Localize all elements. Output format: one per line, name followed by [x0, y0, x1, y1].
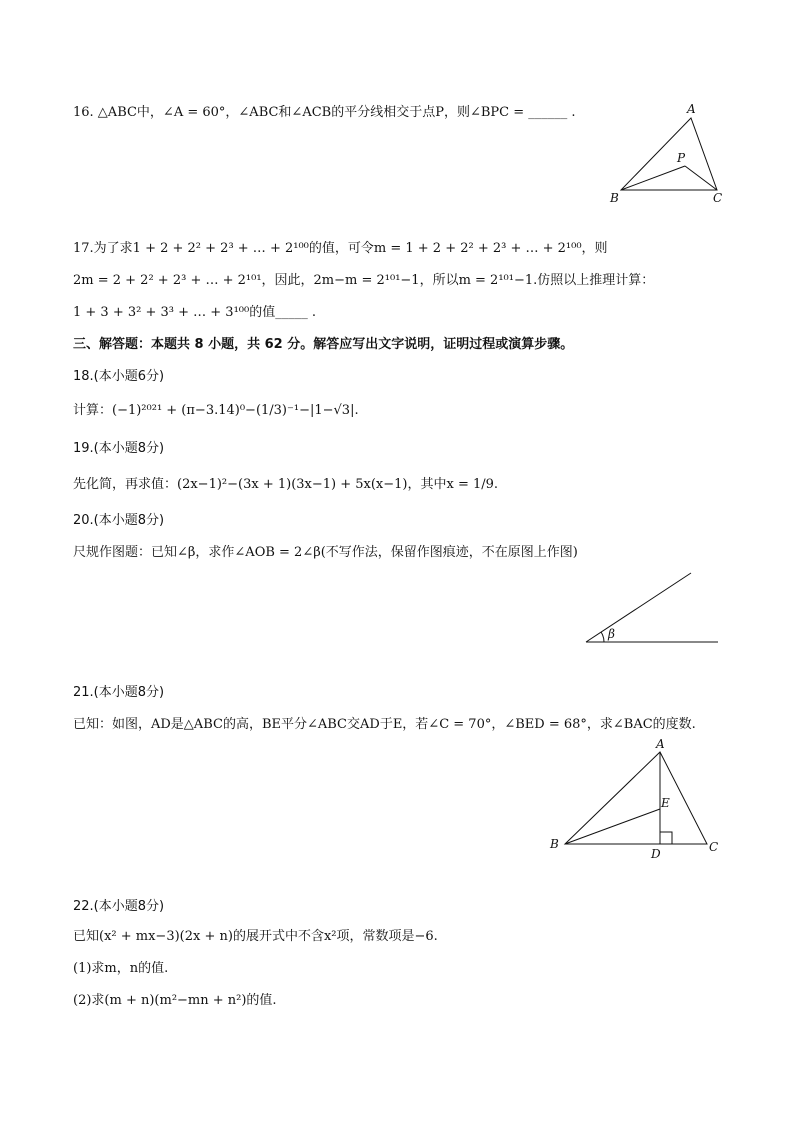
q17-line1: 17.为了求1 + 2 + 2² + 2³ + … + 2¹⁰⁰的值，可令m = 1 + 2 + 2² + 2³ + … + 2¹⁰⁰，则: [73, 241, 608, 256]
q22-part1: (1)求m，n的值.: [73, 961, 169, 976]
q20-header: 20.(本小题8分): [73, 513, 165, 528]
q20-angle-figure: [584, 570, 724, 650]
q18-body: 计算：(−1)²⁰²¹ + (π−3.14)⁰−(1/3)⁻¹−|1−√3|.: [73, 403, 359, 418]
label-a: A: [656, 737, 665, 751]
label-c: C: [709, 840, 719, 854]
label-p: P: [677, 151, 686, 165]
q18-header: 18.(本小题6分): [73, 369, 165, 384]
label-a: A: [687, 102, 696, 116]
q17-line3: 1 + 3 + 3² + 3³ + … + 3¹⁰⁰的值_____ .: [73, 305, 316, 320]
label-c: C: [713, 191, 723, 205]
q22-body: 已知(x² + mx−3)(2x + n)的展开式中不含x²项，常数项是−6.: [73, 929, 438, 944]
label-e: E: [661, 796, 670, 810]
label-b: B: [550, 837, 559, 851]
q22-part2: (2)求(m + n)(m²−mn + n²)的值.: [73, 993, 277, 1008]
label-beta: β: [608, 627, 615, 641]
q22-header: 22.(本小题8分): [73, 899, 165, 914]
q20-body: 尺规作图题：已知∠β，求作∠AOB = 2∠β(不写作法，保留作图痕迹，不在原图上作图): [73, 545, 578, 560]
angle-arc: [601, 632, 604, 642]
bisector-bp: [621, 166, 685, 190]
q21-header: 21.(本小题8分): [73, 685, 165, 700]
label-d: D: [651, 847, 661, 861]
triangle-abc: [565, 752, 707, 844]
q21-triangle-figure: [545, 737, 725, 861]
q16-text: 16. △ABC中，∠A = 60°，∠ABC和∠ACB的平分线相交于点P，则∠BPC = ______ .: [73, 105, 576, 120]
angle-ray-upper: [586, 573, 691, 642]
section-heading: 三、解答题：本题共 8 小题，共 62 分。解答应写出文字说明，证明过程或演算步骤。: [73, 337, 574, 352]
q19-header: 19.(本小题8分): [73, 441, 165, 456]
bisector-be: [565, 809, 660, 844]
label-b: B: [610, 191, 619, 205]
q17-line2: 2m = 2 + 2² + 2³ + … + 2¹⁰¹，因此，2m−m = 2¹⁰¹−1，所以m = 2¹⁰¹−1.仿照以上推理计算：: [73, 273, 655, 288]
q21-body: 已知：如图，AD是△ABC的高，BE平分∠ABC交AD于E，若∠C = 70°，∠BED = 68°，求∠BAC的度数.: [73, 717, 696, 732]
q16-triangle-figure: [605, 100, 745, 210]
right-angle-mark: [660, 832, 672, 844]
q19-body: 先化简，再求值：(2x−1)²−(3x + 1)(3x−1) + 5x(x−1)，其中x = 1/9.: [73, 477, 499, 492]
